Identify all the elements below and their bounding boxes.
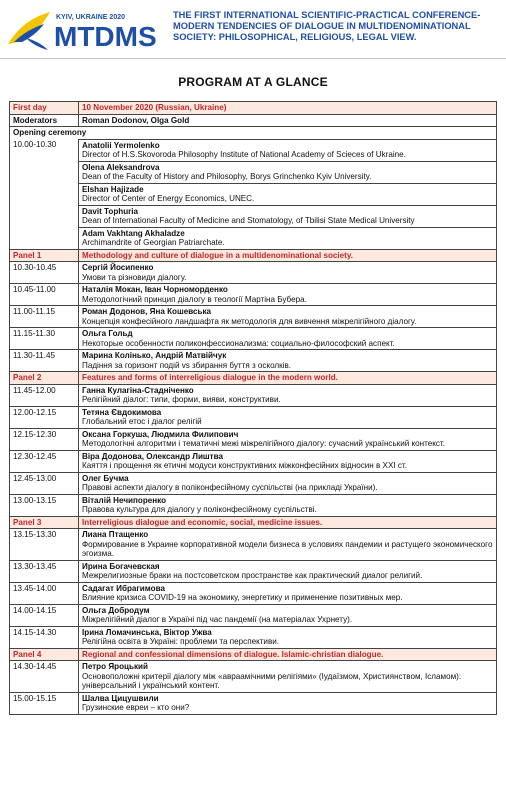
session-content <box>79 262 497 284</box>
session-row <box>10 582 497 604</box>
speaker-name: Тетяна Євдокимова <box>82 407 162 417</box>
panel-header-row <box>10 372 497 385</box>
speaker-name: Davit Tophuria <box>82 206 139 216</box>
session-time: 14.30-14.45 <box>10 661 79 693</box>
session-time: 11.15-11.30 <box>10 328 79 350</box>
talk-title: Формирование в Украине корпоративной модели бизнеса в условиях пандемии и растущего экономического эгоизма. <box>82 539 493 558</box>
opening-time: 10.00-10.30 <box>10 139 79 249</box>
opening-speaker-row <box>10 183 497 205</box>
panel-title: Regional and confessional dimensions of dialogue. Islamic-christian dialogue. <box>79 648 497 661</box>
talk-title: Методологічні алгоритми і тематичні межі міжрелігійного діалогу: сучасний український контекст. <box>82 439 445 448</box>
speaker-role: Archimandrite of Georgian Patriarchate. <box>82 238 225 247</box>
opening-speaker <box>79 183 497 205</box>
speaker-name: Наталія Мокан, Іван Чорноморденко <box>82 285 228 294</box>
session-time: 11.00-11.15 <box>10 306 79 328</box>
opening-speaker-row <box>10 227 497 249</box>
session-content <box>79 626 497 648</box>
speaker-role: Dean of the Faculty of History and Philosophy, Borys Grinchenko Kyiv University. <box>82 172 372 181</box>
session-row <box>10 472 497 494</box>
conference-title: THE FIRST INTERNATIONAL SCIENTIFIC-PRACTICAL CONFERENCE-MODERN TENDENCIES OF DIALOGUE IN MULTIDENOMINATIONAL SOCIETY: PHILOSOPHICAL, RELIGIOUS, LEGAL VIEW. <box>173 10 481 42</box>
speaker-role: Director of H.S.Skovoroda Philosophy Institute of National Academy of Sciеces of Ukraine. <box>82 150 406 159</box>
session-time: 14.00-14.15 <box>10 604 79 626</box>
session-time: 14.15-14.30 <box>10 626 79 648</box>
session-content <box>79 692 497 714</box>
opening-ceremony-row <box>10 127 497 140</box>
dove-icon <box>4 4 60 54</box>
speaker-name: Оксана Горкуша, Людмила Филипович <box>82 429 239 439</box>
opening-ceremony-label: Opening ceremony <box>10 127 497 140</box>
panel-label: Panel 2 <box>10 372 79 385</box>
session-row <box>10 692 497 714</box>
speaker-name: Шалва Цицушвили <box>82 693 159 703</box>
speaker-name: Віра Додонова, Олександр Лиштва <box>82 451 223 461</box>
logo-text: MTDMS <box>54 21 157 52</box>
talk-title: Міжрелігійний діалог в Україні під час пандемії (на матеріалах Ухрнету). <box>82 615 353 624</box>
session-content <box>79 350 497 372</box>
panel-label: Panel 4 <box>10 648 79 661</box>
talk-title: Основоположні критерії діалогу між «авраамічними релігіями» (Іудаїзмом, Християнством, Ісламом): універсальний і український контент. <box>82 671 462 690</box>
speaker-name: Роман Додонов, Яна Кошевська <box>82 307 212 316</box>
moderators-value: Roman Dodonov, Olga Gold <box>79 114 497 127</box>
first-day-row <box>10 102 497 115</box>
speaker-name: Садагат Ибрагимова <box>82 583 165 593</box>
session-row <box>10 661 497 693</box>
session-content <box>79 494 497 516</box>
talk-title: Правова культура для діалогу у поліконфесійному суспільстві. <box>82 505 317 514</box>
speaker-name: Петро Яроцький <box>82 662 148 671</box>
session-row <box>10 560 497 582</box>
session-content <box>79 328 497 350</box>
session-time: 11.30-11.45 <box>10 350 79 372</box>
talk-title: Правові аспекти діалогу в поліконфесійному суспільстві (на прикладі України). <box>82 483 378 492</box>
session-time: 12.00-12.15 <box>10 406 79 428</box>
opening-speaker <box>79 227 497 249</box>
talk-title: Глобальний етос і діалог релігій <box>82 417 202 426</box>
header-divider <box>0 58 506 59</box>
talk-title: Каяття і прощення як етичні модуси конструктивних міжконфесійних відносин в ХХІ ст. <box>82 461 407 470</box>
session-time: 12.15-12.30 <box>10 428 79 450</box>
speaker-name: Ольга Гольд <box>82 329 133 338</box>
panel-title: Methodology and culture of dialogue in a multidenominational society. <box>79 249 497 262</box>
opening-speaker <box>79 161 497 183</box>
session-row <box>10 306 497 328</box>
talk-title: Методологічний принцип діалогу в теології Мартіна Бубера. <box>82 294 307 304</box>
speaker-role: Dean of International Faculty of Medicine and Stomatology, of Tbilisi State Medical University <box>82 216 415 225</box>
session-content <box>79 384 497 406</box>
session-time: 15.00-15.15 <box>10 692 79 714</box>
session-row <box>10 604 497 626</box>
session-content <box>79 306 497 328</box>
talk-title: Релігійний діалог: типи, форми, вияви, конструктиви. <box>82 395 281 404</box>
conference-logo <box>4 4 164 56</box>
session-row <box>10 494 497 516</box>
header <box>0 0 506 58</box>
session-content <box>79 529 497 561</box>
session-row <box>10 384 497 406</box>
speaker-name: Ганна Кулагіна-Стадніченко <box>82 385 194 395</box>
speaker-name: Віталій Нечипоренко <box>82 495 167 505</box>
speaker-name: Ирина Богачевская <box>82 561 160 571</box>
session-content <box>79 428 497 450</box>
speaker-name: Adam Vakhtang Akhaladze <box>82 228 185 238</box>
session-row <box>10 262 497 284</box>
session-row <box>10 328 497 350</box>
session-time: 13.15-13.30 <box>10 529 79 561</box>
talk-title: Умови та різновиди діалогу. <box>82 272 187 282</box>
opening-speaker-row <box>10 161 497 183</box>
panel-header-row <box>10 648 497 661</box>
session-content <box>79 472 497 494</box>
session-row <box>10 529 497 561</box>
session-content <box>79 604 497 626</box>
logo-subtitle: KYIV, UKRAINE 2020 <box>56 14 125 21</box>
opening-speaker <box>79 205 497 227</box>
speaker-name: Сергій Йосипенко <box>82 263 154 272</box>
moderators-label: Moderators <box>10 114 79 127</box>
session-content <box>79 284 497 306</box>
session-content <box>79 450 497 472</box>
page-title: PROGRAM AT A GLANCE <box>178 75 328 89</box>
talk-title: Релігійна освіта в Україні: проблеми та перспективи. <box>82 637 280 646</box>
speaker-name: Олег Бучма <box>82 473 129 483</box>
panel-header-row <box>10 249 497 262</box>
speaker-name: Anatolii Yermolenko <box>82 140 160 150</box>
first-day-label: First day <box>10 102 79 115</box>
program-table <box>9 101 497 715</box>
session-time: 11.45-12.00 <box>10 384 79 406</box>
speaker-name: Ірина Ломачинська, Віктор Ужва <box>82 627 212 637</box>
session-row <box>10 450 497 472</box>
panel-label: Panel 1 <box>10 249 79 262</box>
session-content <box>79 661 497 693</box>
speaker-name: Elshan Hajizade <box>82 184 144 194</box>
session-content <box>79 406 497 428</box>
session-time: 13.45-14.00 <box>10 582 79 604</box>
talk-title: Концепція конфесійного ландшафта як методологія для вивчення міжрелігійного діалогу. <box>82 316 417 326</box>
talk-title: Падіння за горизонт подій vs збирання буття з осколків. <box>82 360 292 370</box>
session-time: 13.00-13.15 <box>10 494 79 516</box>
speaker-name: Марина Колінько, Андрій Матвійчук <box>82 351 227 360</box>
session-time: 13.30-13.45 <box>10 560 79 582</box>
panel-label: Panel 3 <box>10 516 79 529</box>
session-time: 12.45-13.00 <box>10 472 79 494</box>
session-row <box>10 406 497 428</box>
session-content <box>79 560 497 582</box>
session-time: 10.30-10.45 <box>10 262 79 284</box>
panel-title: Interreligious dialogue and economic, social, medicine issues. <box>79 516 497 529</box>
first-day-value: 10 November 2020 (Russian, Ukraine) <box>79 102 497 115</box>
talk-title: Грузинские евреи – кто они? <box>82 703 190 712</box>
session-row <box>10 626 497 648</box>
speaker-name: Лиана Птащенко <box>82 530 149 539</box>
moderators-row <box>10 114 497 127</box>
opening-speaker-row <box>10 205 497 227</box>
talk-title: Влияние кризиса COVID-19 на экономику, энергетику и применение позитивных мер. <box>82 593 403 602</box>
speaker-name: Ольга Добродум <box>82 605 150 615</box>
session-row <box>10 350 497 372</box>
opening-speaker-row <box>10 139 497 161</box>
session-content <box>79 582 497 604</box>
session-row <box>10 284 497 306</box>
session-time: 10.45-11.00 <box>10 284 79 306</box>
session-time: 12.30-12.45 <box>10 450 79 472</box>
panel-header-row <box>10 516 497 529</box>
speaker-name: Olena Aleksandrova <box>82 162 160 172</box>
speaker-role: Director of Center of Energy Economics, UNEC. <box>82 194 255 203</box>
talk-title: Некоторые особенности поликонфессионализма: социально-философский аспект. <box>82 338 395 348</box>
session-row <box>10 428 497 450</box>
panel-title: Features and forms of interreligious dialogue in the modern world. <box>79 372 497 385</box>
opening-speaker <box>79 139 497 161</box>
talk-title: Межрелигиозные браки на постсоветском пространстве как практический диалог религий. <box>82 571 423 580</box>
